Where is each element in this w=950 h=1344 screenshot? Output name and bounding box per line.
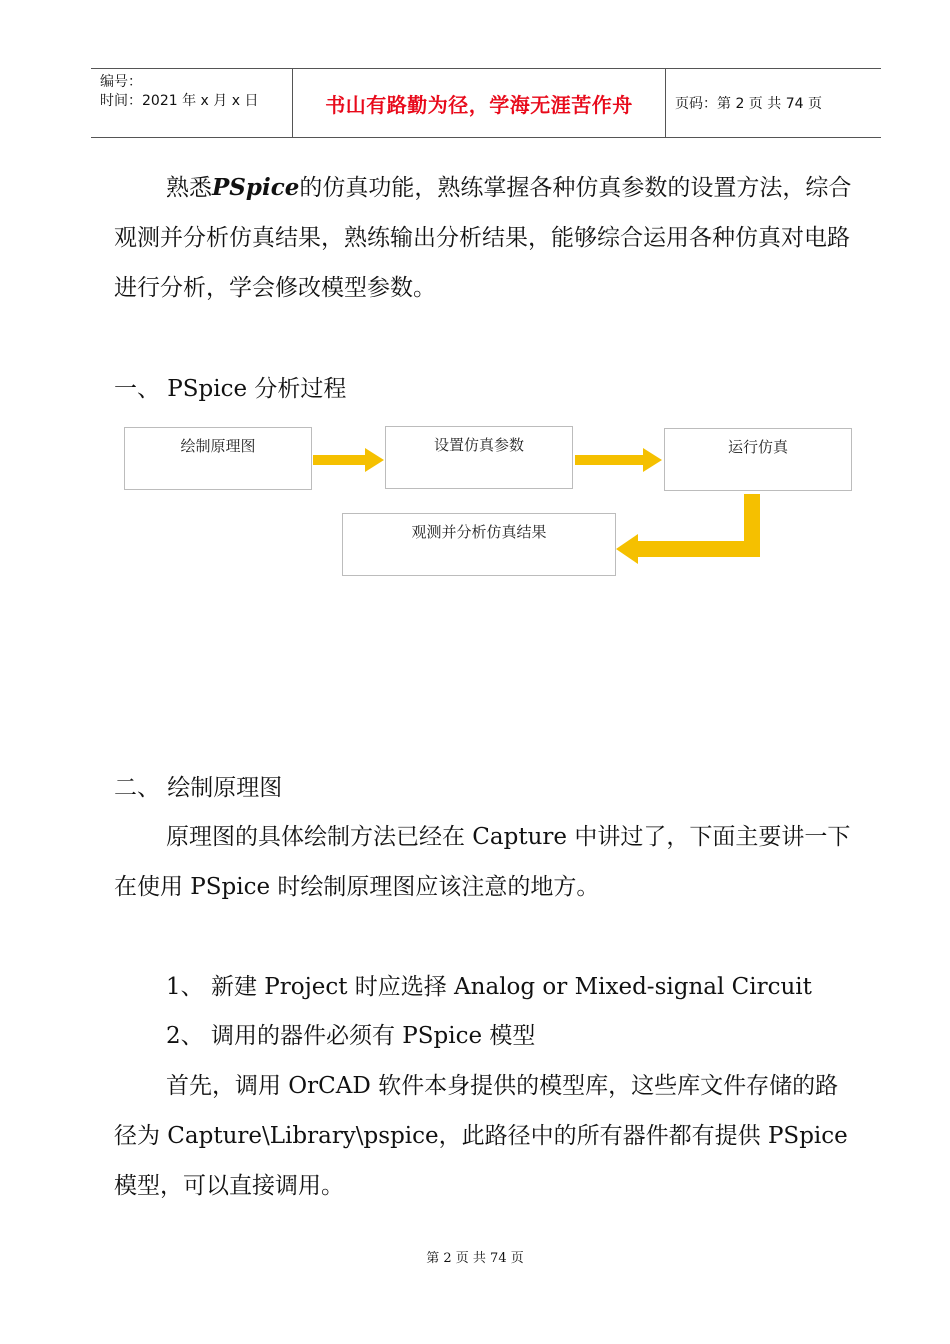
flow-step-label: 绘制原理图 bbox=[180, 437, 256, 455]
header-motto-cell bbox=[293, 69, 666, 137]
page-header bbox=[91, 68, 881, 138]
flow-step-observe-results bbox=[342, 513, 616, 576]
intro-pspice: PSpice bbox=[212, 174, 300, 201]
header-page-cell bbox=[666, 69, 881, 137]
intro-text: 的仿真功能，熟练掌握各种仿真参数的设置方法，综合观测并分析仿真结果，熟练输出分析结果，能够综合运用各种仿真对电路进行分析，学会修改模型参数。 bbox=[114, 175, 852, 301]
intro-prefix: 熟悉 bbox=[166, 175, 212, 201]
flow-arrow-right-2 bbox=[575, 446, 663, 474]
section1-title: 一、 PSpice 分析过程 bbox=[114, 376, 347, 402]
page-label: 页码：第 2 页 共 74 页 bbox=[675, 96, 822, 112]
flow-arrow-elbow bbox=[616, 494, 762, 566]
flow-step-run-sim bbox=[664, 428, 852, 491]
header-info-cell bbox=[91, 69, 293, 137]
flow-step-draw-schematic bbox=[124, 427, 312, 490]
flow-step-label: 设置仿真参数 bbox=[433, 436, 524, 454]
time-label: 时间：2021 年 x 月 x 日 bbox=[100, 93, 259, 109]
list-item-1: 1、 新建 Project 时应选择 Analog or Mixed-signal Circuit bbox=[166, 974, 812, 1000]
intro-paragraph bbox=[114, 163, 859, 313]
section2-title: 二、 绘制原理图 bbox=[114, 775, 283, 801]
flow-step-set-params bbox=[385, 426, 573, 489]
flow-step-label: 运行仿真 bbox=[727, 438, 788, 456]
section2-paragraph-2: 首先，调用 OrCAD 软件本身提供的模型库，这些库文件存储的路径为 Capture\Library\pspice，此路径中的所有器件都有提供 PSpice 模型，可以直接调用。 bbox=[114, 1073, 848, 1199]
motto-text: 书山有路勤为径，学海无涯苦作舟 bbox=[325, 92, 633, 117]
page-footer: 第 2 页 共 74 页 bbox=[426, 1251, 524, 1266]
flow-step-label: 观测并分析仿真结果 bbox=[411, 523, 547, 541]
number-label: 编号： bbox=[100, 74, 142, 90]
list-item-2: 2、 调用的器件必须有 PSpice 模型 bbox=[166, 1023, 536, 1049]
flow-arrow-right-1 bbox=[313, 446, 385, 474]
section2-paragraph-1: 原理图的具体绘制方法已经在 Capture 中讲过了，下面主要讲一下在使用 PSpice 时绘制原理图应该注意的地方。 bbox=[114, 824, 851, 900]
